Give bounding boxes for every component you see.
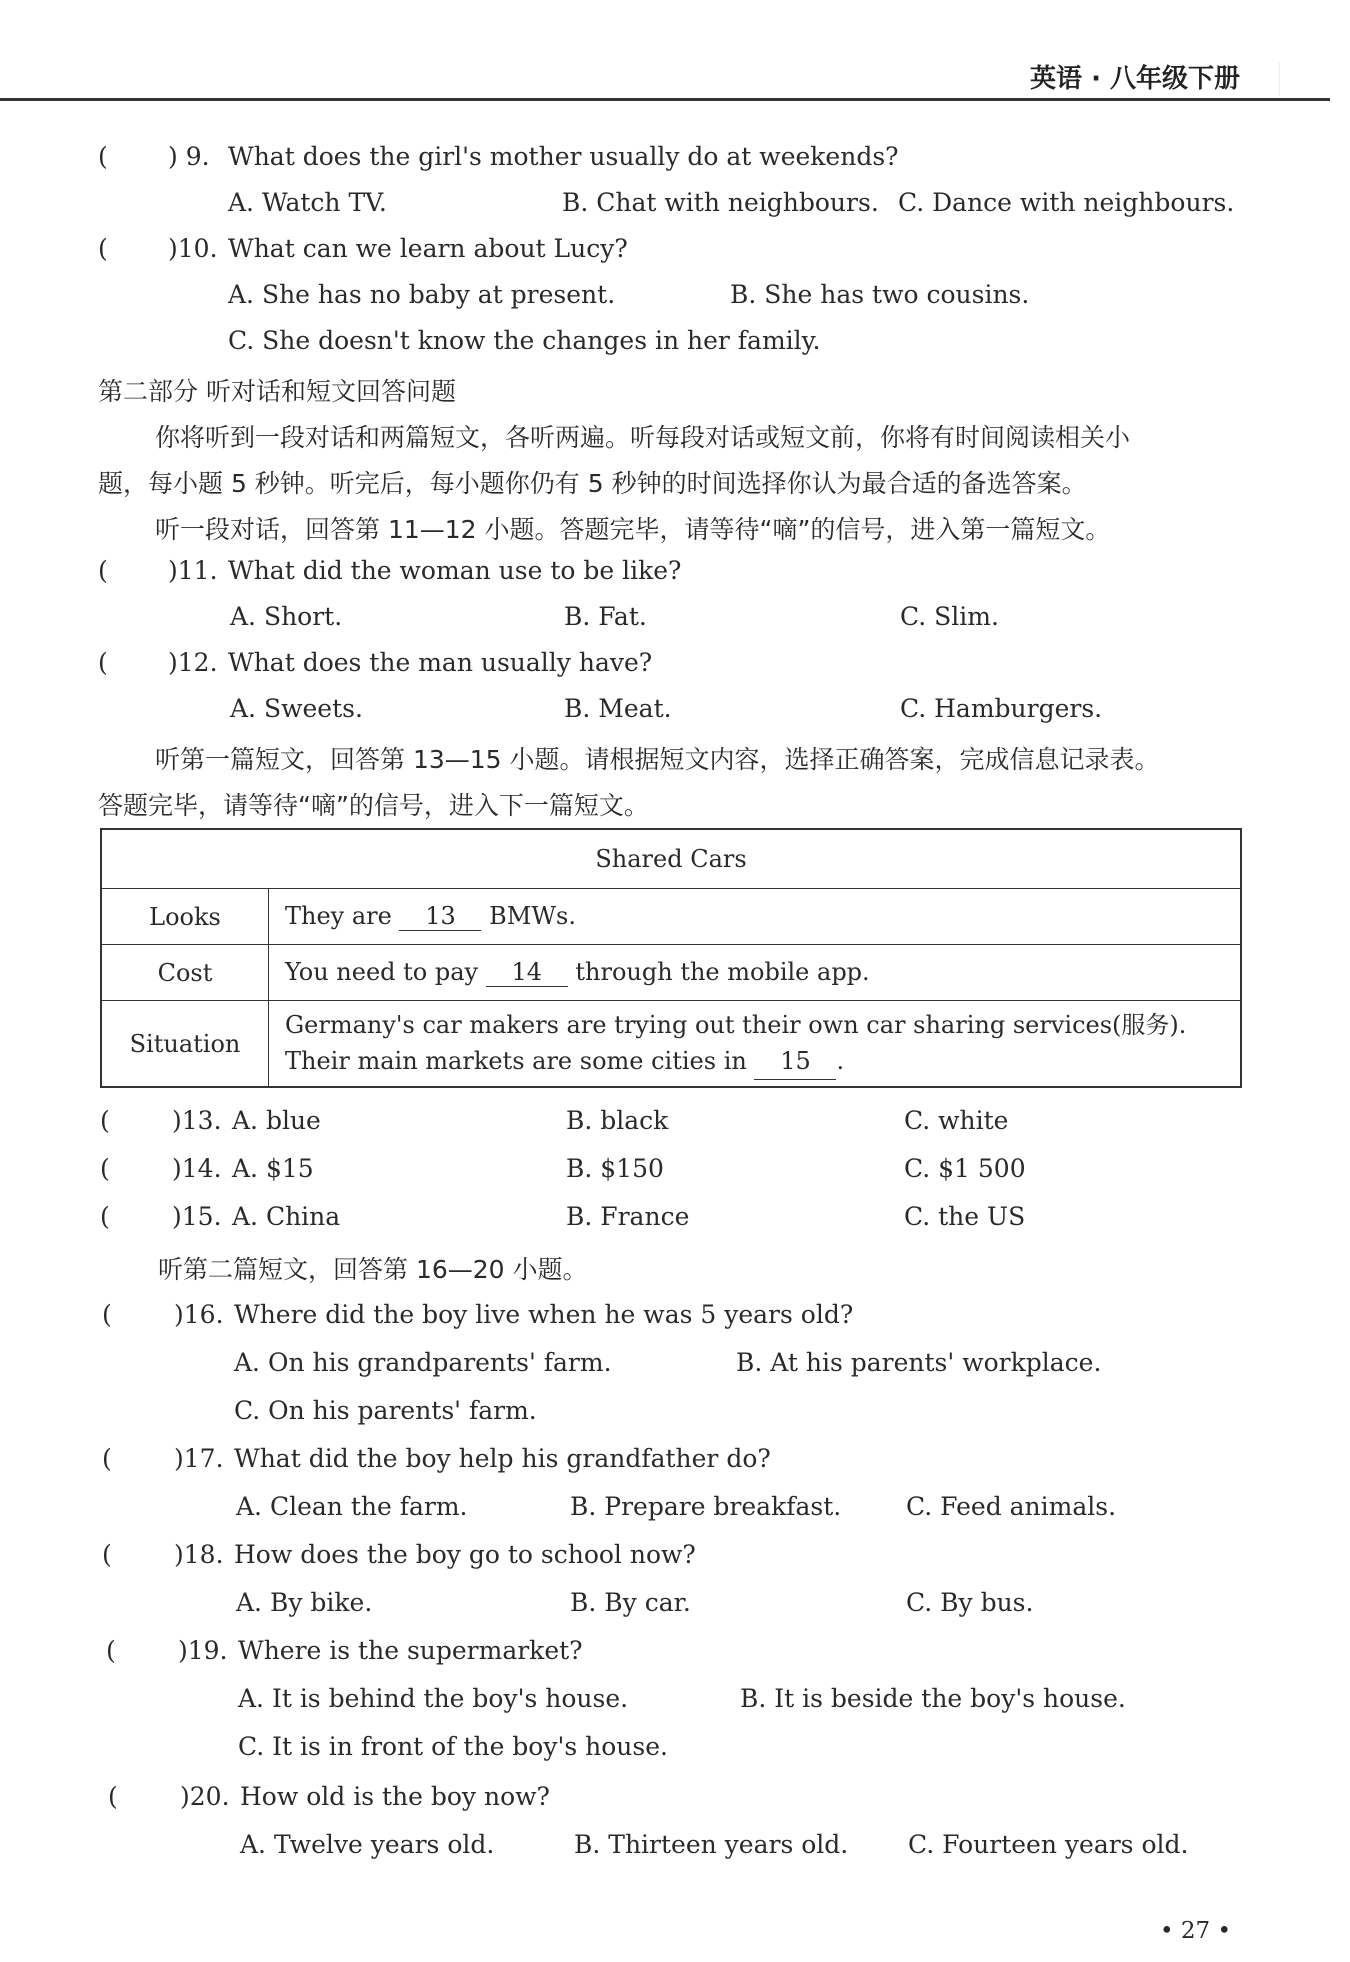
row-content: Germany's car makers are trying out their own car sharing services(服务). Their main markets are some cities in 15 . (269, 1001, 1242, 1088)
table-row (101, 1001, 1241, 1088)
question-number: )18. (174, 1540, 224, 1569)
option-b: B. Fat. (564, 602, 647, 631)
option-b: B. It is beside the boy's house. (740, 1684, 1126, 1713)
option-b: B. $150 (566, 1154, 664, 1183)
option-b: B. black (566, 1106, 669, 1135)
option-a: A. China (232, 1202, 341, 1231)
question-text: Where did the boy live when he was 5 years old? (234, 1300, 854, 1329)
answer-bracket[interactable]: ( (102, 1444, 112, 1473)
option-a: A. Watch TV. (228, 188, 387, 217)
instruction-line: 你将听到一段对话和两篇短文，各听两遍。听每段对话或短文前，你将有时间阅读相关小 (155, 423, 1131, 452)
row-content: They are 13 BMWs. (269, 889, 1242, 945)
option-c: C. Dance with neighbours. (898, 188, 1235, 217)
option-a: A. Twelve years old. (240, 1830, 495, 1859)
row-label: Cost (101, 945, 269, 1001)
question-number: )13. (172, 1106, 222, 1135)
option-a: A. By bike. (236, 1588, 373, 1617)
table-row (101, 945, 1241, 1001)
option-a: A. It is behind the boy's house. (238, 1684, 629, 1713)
option-c: C. Hamburgers. (900, 694, 1103, 723)
option-c: C. She doesn't know the changes in her family. (228, 326, 821, 355)
question-text: What did the boy help his grandfather do? (234, 1444, 771, 1473)
page-header (0, 0, 1350, 100)
question-number: )20. (180, 1782, 230, 1811)
answer-bracket[interactable]: ( (102, 1540, 112, 1569)
answer-bracket[interactable]: ( (108, 1782, 118, 1811)
header-title: 英语 · 八年级下册 (1030, 64, 1240, 94)
option-a: A. Clean the farm. (236, 1492, 468, 1521)
option-b: B. Chat with neighbours. (562, 188, 879, 217)
option-a: A. Short. (230, 602, 343, 631)
question-text: How old is the boy now? (240, 1782, 550, 1811)
option-c: C. Fourteen years old. (908, 1830, 1189, 1859)
question-number: )16. (174, 1300, 224, 1329)
option-c: C. $1 500 (904, 1154, 1026, 1183)
page-number: • 27 • (1160, 1918, 1232, 1944)
question-number: )19. (178, 1636, 228, 1665)
option-b: B. Prepare breakfast. (570, 1492, 842, 1521)
option-a: A. On his grandparents' farm. (234, 1348, 612, 1377)
question-text: What does the man usually have? (228, 648, 653, 677)
instruction-line: 题，每小题 5 秒钟。听完后，每小题你仍有 5 秒钟的时间选择你认为最合适的备选答案。 (98, 469, 1087, 498)
option-b: B. She has two cousins. (730, 280, 1030, 309)
question-text: How does the boy go to school now? (234, 1540, 696, 1569)
option-c: C. It is in front of the boy's house. (238, 1732, 668, 1761)
question-text: Where is the supermarket? (238, 1636, 583, 1665)
question-number: )11. (168, 556, 218, 585)
header-rule (0, 98, 1330, 101)
answer-bracket[interactable]: ( (98, 648, 108, 677)
option-b: B. France (566, 1202, 690, 1231)
section-title: 第二部分 听对话和短文回答问题 (98, 377, 456, 406)
question-text: What did the woman use to be like? (228, 556, 682, 585)
question-number: )10. (168, 234, 218, 263)
answer-bracket[interactable]: ( (98, 142, 108, 171)
option-c: C. Slim. (900, 602, 999, 631)
question-number: ) 9. (168, 142, 210, 171)
option-b: B. By car. (570, 1588, 691, 1617)
option-b: B. At his parents' workplace. (736, 1348, 1102, 1377)
instruction-line: 听第二篇短文，回答第 16—20 小题。 (158, 1255, 588, 1284)
answer-bracket[interactable]: ( (100, 1106, 110, 1135)
row-content: You need to pay 14 through the mobile app. (269, 945, 1242, 1001)
question-number: )15. (172, 1202, 222, 1231)
option-c: C. On his parents' farm. (234, 1396, 537, 1425)
option-a: A. blue (232, 1106, 321, 1135)
option-a: A. She has no baby at present. (228, 280, 616, 309)
answer-blank[interactable]: 13 (399, 902, 481, 931)
option-c: C. By bus. (906, 1588, 1034, 1617)
question-text: What can we learn about Lucy? (228, 234, 628, 263)
question-text: What does the girl's mother usually do at weekends? (228, 142, 899, 171)
instruction-line: 听一段对话，回答第 11—12 小题。答题完毕，请等待“嘀”的信号，进入第一篇短文。 (155, 515, 1111, 544)
option-c: C. white (904, 1106, 1009, 1135)
instruction-line: 听第一篇短文，回答第 13—15 小题。请根据短文内容，选择正确答案，完成信息记录表。 (155, 745, 1160, 774)
answer-bracket[interactable]: ( (100, 1154, 110, 1183)
answer-blank[interactable]: 15 (754, 1043, 836, 1080)
option-c: C. the US (904, 1202, 1026, 1231)
option-b: B. Thirteen years old. (574, 1830, 849, 1859)
row-label: Looks (101, 889, 269, 945)
info-record-table (100, 828, 1242, 1088)
answer-bracket[interactable]: ( (100, 1202, 110, 1231)
table-row (101, 889, 1241, 945)
question-number: )14. (172, 1154, 222, 1183)
option-a: A. $15 (232, 1154, 314, 1183)
question-number: )12. (168, 648, 218, 677)
option-c: C. Feed animals. (906, 1492, 1117, 1521)
answer-bracket[interactable]: ( (106, 1636, 116, 1665)
answer-bracket[interactable]: ( (98, 556, 108, 585)
answer-blank[interactable]: 14 (486, 958, 568, 987)
option-b: B. Meat. (564, 694, 672, 723)
question-number: )17. (174, 1444, 224, 1473)
header-decoration (1279, 62, 1328, 96)
instruction-line: 答题完毕，请等待“嘀”的信号，进入下一篇短文。 (98, 791, 649, 820)
answer-bracket[interactable]: ( (102, 1300, 112, 1329)
answer-bracket[interactable]: ( (98, 234, 108, 263)
table-title: Shared Cars (101, 829, 1241, 889)
row-label: Situation (101, 1001, 269, 1088)
option-a: A. Sweets. (230, 694, 363, 723)
